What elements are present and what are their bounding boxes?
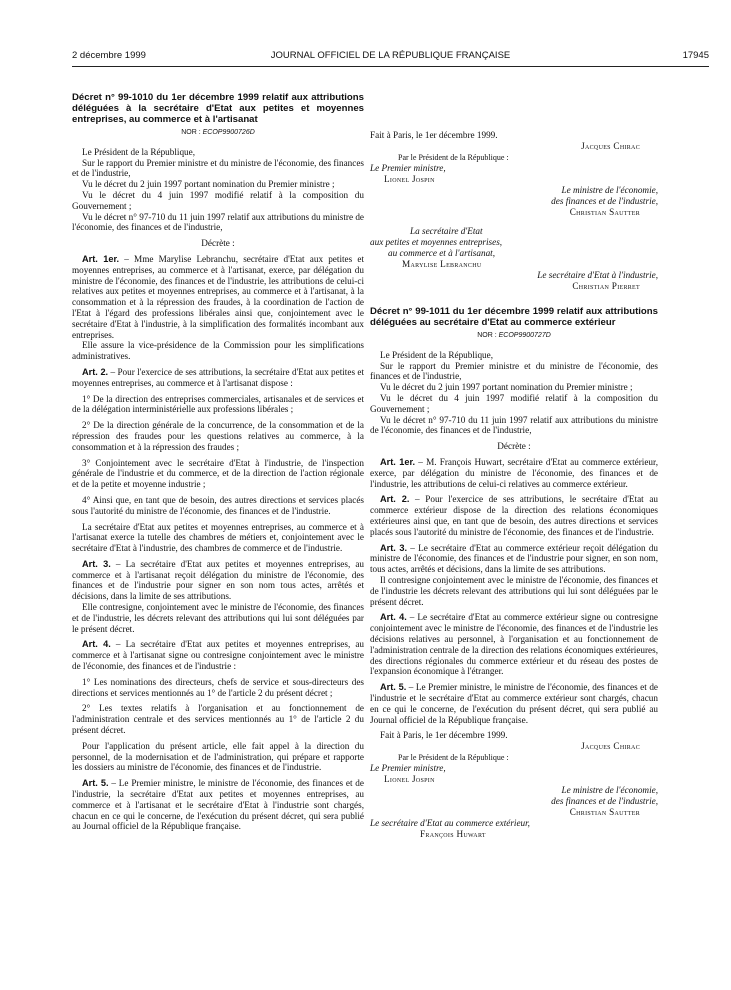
decree1-art4-item: 1° Les nominations des directeurs, chefs de service et sous-directeurs des directions et services mentionnés au 1° de l'article 2 du présent décret ;: [72, 676, 364, 698]
decree1-art2-item: 1° De la direction des entreprises commerciales, artisanales et de services et de la délégation interministérielle aux professions libérales ;: [72, 393, 364, 415]
page-header: [72, 50, 709, 64]
decree2-pm-name: Lionel Jospin: [384, 774, 435, 785]
decree1-art2-b: La secrétaire d'Etat aux petites et moyennes entreprises, au commerce et à l'artisanat exerce la tutelle des chambres de métiers et, conjointement avec le secrétaire d'Etat à l'industrie, des chambres de commerce et de l'industrie.: [72, 521, 364, 554]
decree1-intro: Sur le rapport du Premier ministre et du ministre de l'économie, des finances et de l'industrie,: [72, 157, 364, 179]
decree1-ind-name: Christian Pierret: [572, 281, 640, 291]
decree1-president: Jacques Chirac: [581, 141, 640, 151]
decree2-intro: Le Président de la République,: [380, 349, 494, 360]
decree1-done: Fait à Paris, le 1er décembre 1999.: [370, 130, 498, 140]
decree1-min-title: des finances et de l'industrie,: [551, 196, 658, 206]
decree1-art2-item: 2° De la direction générale de la concurrence, de la consommation et de la répression des fraudes pour les questions relatives au commerce, à la consommation et à la répression des fraudes ;: [72, 420, 364, 452]
decree2-intro: Sur le rapport du Premier ministre et du ministre de l'économie, des finances et de l'industrie,: [370, 360, 658, 382]
decree1-intro: Le Président de la République,: [82, 146, 196, 157]
decree1-art3-b: Elle contresigne, conjointement avec le ministre de l'économie, des finances et de l'industrie, les décrets relevant des attributions qui lui sont déléguées par le présent décret.: [72, 602, 364, 634]
decree2-min-name: Christian Sautter: [569, 807, 640, 818]
decree2-nor: NOR : ECOP9900727D: [477, 332, 551, 339]
header-rule: [72, 66, 709, 67]
decree1-min-title: Le ministre de l'économie,: [561, 185, 658, 195]
decree1-sec-title: La secrétaire d'Etat: [410, 226, 483, 236]
decree2-min-title: Le ministre de l'économie,: [561, 785, 658, 796]
decree2-art1: Art. 1er. – M. François Huwart, secrétaire d'Etat au commerce extérieur, exerce, par délégation du ministre de l'économie, des finances et de l'industrie, les attributions de celui-ci relatives au commerce extérieur.: [370, 456, 659, 489]
column-left: [72, 92, 364, 832]
decree1-intro: Vu le décret n° 97-710 du 11 juin 1997 relatif aux attributions du ministre de l'économie, des finances et de l'industrie,: [72, 211, 364, 233]
decree2-pm-title: Le Premier ministre,: [370, 763, 446, 774]
decree2-intro: Vu le décret n° 97-710 du 11 juin 1997 relatif aux attributions du ministre de l'économie, des finances et de l'industrie,: [370, 414, 658, 436]
decree2-president: Jacques Chirac: [581, 741, 640, 752]
decree1-art1-b: Elle assure la vice-présidence de la Commission pour les simplifications administratives.: [72, 340, 364, 362]
decree1-nor: NOR : ECOP9900726D: [181, 129, 255, 136]
decree1-art3: Art. 3. – La secrétaire d'Etat aux petites et moyennes entreprises, au commerce et à l'artisanat reçoit délégation du ministre de l'économie, des finances et de l'industrie pour signer en son nom tous actes, arrêtés et décisions, dans la limite de ses attributions.: [72, 558, 364, 602]
decree2-art4: Art. 4. – Le secrétaire d'Etat au commerce extérieur signe ou contresigne conjointement avec le ministre de l'économie, des finances et de l'industrie les décisions relatives au personnel, à l'organisation et au fonctionnement de l'administration centrale de la direction des relations économiques extérieures, des directions régionales du commerce extérieur et du réseau des postes de l'expansion économique à l'étranger.: [370, 612, 658, 677]
decree2-par-le: Par le Président de la République :: [398, 753, 509, 763]
decree2-art2: Art. 2. – Pour l'exercice de ses attributions, le secrétaire d'Etat au commerce extérieur dispose de la direction des relations économiques extérieures ainsi que, en tant que de besoin, des autres directions et services placés sous l'autorité du ministre de l'économie, des finances et de l'industrie.: [370, 494, 659, 537]
decree1-sec-name: Marylise Lebranchu: [402, 259, 482, 269]
decree1-sec-title: au commerce et à l'artisanat,: [388, 248, 496, 258]
decree1-art4: Art. 4. – La secrétaire d'Etat aux petites et moyennes entreprises, au commerce et à l'artisanat signe ou contresigne conjointement avec le ministre de l'économie, des finances et de l'industrie :: [72, 639, 364, 672]
decree1-art4-item: 2° Les textes relatifs à l'organisation et au fonctionnement de l'administration centrale et des services mentionnés au 1° de l'article 2 du présent décret.: [72, 703, 364, 736]
decree1-sec-title: aux petites et moyennes entreprises,: [370, 237, 503, 247]
decree1-art2-item: 4° Ainsi que, en tant que de besoin, des autres directions et services placés sous l'autorité du ministre de l'économie, des finances et de l'industrie.: [72, 494, 364, 516]
decree1-intro: Vu le décret du 2 juin 1997 portant nomination du Premier ministre ;: [82, 179, 335, 190]
decree2-sec-name: François Huwart: [420, 829, 486, 840]
decree2-art5: Art. 5. – Le Premier ministre, le ministre de l'économie, des finances et de l'industrie et le secrétaire d'Etat au commerce extérieur sont chargés, chacun en ce qui le concerne, de l'exécution du présent décret, qui sera publié au Journal officiel de la République française.: [370, 682, 658, 725]
decree2-title: Décret n° 99-1011 du 1er décembre 1999 relatif aux attributions déléguées au secrétaire d'Etat au commerce extérieur: [370, 306, 658, 328]
decree2-min-title: des finances et de l'industrie,: [551, 796, 658, 807]
decree2-intro: Vu le décret du 4 juin 1997 modifié relatif à la composition du Gouvernement ;: [370, 392, 658, 414]
decree2-decrete: Décrète :: [497, 441, 531, 452]
decree1-art1: Art. 1er. – Mme Marylise Lebranchu, secrétaire d'Etat aux petites et moyennes entreprises, au commerce et à l'artisanat, exerce, par délégation du ministre de l'économie, des finances et de l'industrie, les attributions de celui-ci relatives aux petites et moyennes entreprises, au commerce et à l'artisanat, à la consommation et à la répression des fraudes, à la coordination de l'action de l'Etat à l'égard des professions libérales ainsi que, conjointement avec le secrétaire d'Etat à l'industrie, à la simplification des formalités incombant aux entreprises.: [72, 253, 365, 340]
decree1-art5: Art. 5. – Le Premier ministre, le ministre de l'économie, des finances et de l'industrie, la secrétaire d'Etat aux petites et moyennes entreprises, au commerce et à l'artisanat et le secrétaire d'Etat à l'industrie sont chargés, chacun en ce qui le concerne, de l'exécution du présent décret, qui sera publié au Journal officiel de la République française.: [72, 778, 364, 832]
decree1-par-le: Par le Président de la République :: [398, 153, 509, 162]
page-number: 17945: [682, 50, 709, 61]
decree2-done: Fait à Paris, le 1er décembre 1999.: [380, 730, 508, 741]
column-right: [370, 100, 658, 840]
decree1-art2-item: 3° Conjointement avec le secrétaire d'Etat à l'industrie, de l'inspection générale de l'industrie et du commerce, et de la direction de l'action régionale et de la petite et moyenne industrie ;: [72, 457, 364, 490]
decree1-art2: Art. 2. – Pour l'exercice de ses attributions, la secrétaire d'Etat aux petites et moyennes entreprises, au commerce et à l'artisanat dispose :: [72, 366, 365, 388]
issue-date: 2 décembre 1999: [72, 50, 146, 61]
decree1-min-name: Christian Sautter: [569, 207, 640, 217]
decree2-art3-b: Il contresigne conjointement avec le ministre de l'économie, des finances et de l'industrie les décrets relevant des attributions qui lui sont déléguées par le présent décret.: [370, 574, 658, 607]
decree2-art3: Art. 3. – Le secrétaire d'Etat au commerce extérieur reçoit délégation du ministre de l'économie, des finances et de l'industrie pour signer, en son nom, tous actes, arrêtés et décisions, dans la limite de ses attributions.: [370, 542, 659, 575]
decree2-sec-title: Le secrétaire d'Etat au commerce extérieur,: [370, 818, 530, 829]
decree1-title: Décret n° 99-1010 du 1er décembre 1999 relatif aux attributions déléguées à la secrétaire d'Etat aux petites et moyennes entreprises, au commerce et à l'artisanat: [72, 92, 364, 125]
decree1-intro: Vu le décret du 4 juin 1997 modifié relatif à la composition du Gouvernement ;: [72, 189, 364, 211]
decree1-pm-title: Le Premier ministre,: [370, 163, 446, 173]
decree1-art4-b: Pour l'application du présent article, elle fait appel à la direction du personnel, de la modernisation et de l'administration, qui prépare et rapporte les dossiers au ministre de l'économie, des finances et de l'industrie.: [72, 740, 364, 773]
journal-title: JOURNAL OFFICIEL DE LA RÉPUBLIQUE FRANÇAISE: [270, 50, 511, 61]
decree2-intro: Vu le décret du 2 juin 1997 portant nomination du Premier ministre ;: [380, 382, 633, 393]
decree1-ind-title: Le secrétaire d'Etat à l'industrie,: [537, 270, 658, 280]
decree1-decrete: Décrète :: [201, 238, 235, 249]
decree1-pm-name: Lionel Jospin: [384, 174, 435, 184]
